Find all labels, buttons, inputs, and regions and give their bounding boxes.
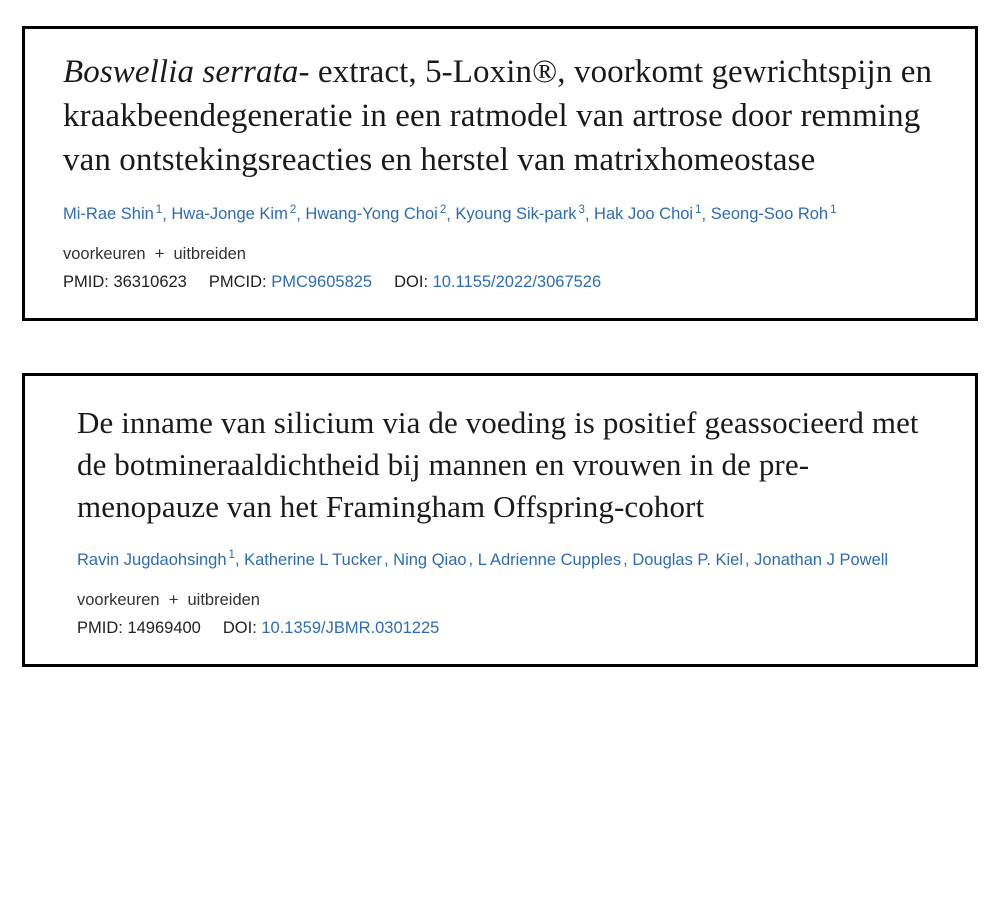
author-affiliation-marker[interactable]: 1 <box>695 203 702 216</box>
doi-label: DOI: <box>222 618 257 637</box>
doi-segment <box>223 619 439 638</box>
author-name: Hwa-Jonge Kim <box>171 205 288 224</box>
author-name: Mi-Rae Shin <box>63 205 154 224</box>
identifiers-row <box>63 619 945 638</box>
author[interactable] <box>171 205 296 223</box>
article-title[interactable] <box>63 402 945 528</box>
author-name: Jonathan J Powell <box>754 550 889 569</box>
expand-button[interactable]: uitbreiden <box>187 590 260 609</box>
plus-icon[interactable]: + <box>168 589 179 609</box>
author-affiliation-marker[interactable]: 2 <box>439 203 447 216</box>
author-affiliation-marker[interactable]: 1 <box>830 203 837 216</box>
author-affiliation-marker[interactable]: 1 <box>155 203 163 216</box>
author-name: Ning Qiao <box>393 550 467 569</box>
pmid-label: PMID: <box>77 618 123 637</box>
pmcid-segment <box>209 273 372 292</box>
doi-label: DOI: <box>394 272 429 291</box>
author-name: L Adrienne Cupples <box>477 550 622 569</box>
article-title-rest: De inname van silicium via de voeding is positief geassocieerd met de botmineraaldichtheid bij mannen en vrouwen in de pre-menopauze van het Framingham Offspring-cohort <box>77 404 919 525</box>
preferences-label[interactable]: voorkeuren <box>77 590 160 609</box>
author[interactable] <box>244 551 384 569</box>
preferences-row <box>63 244 945 264</box>
author-affiliation-marker[interactable]: 1 <box>228 549 235 562</box>
author-separator: , <box>162 205 172 224</box>
article-card[interactable] <box>22 373 978 667</box>
author-separator: , <box>384 550 394 569</box>
doi-link[interactable]: 10.1155/2022/3067526 <box>432 272 602 291</box>
author-affiliation-marker[interactable]: 3 <box>578 203 585 216</box>
author-separator: , <box>468 550 478 569</box>
doi-link[interactable]: 10.1359/JBMR.0301225 <box>261 618 440 637</box>
author-list <box>63 546 945 573</box>
preferences-label[interactable]: voorkeuren <box>63 244 146 263</box>
author-name: Seong-Soo Roh <box>710 205 829 224</box>
author[interactable] <box>594 205 701 223</box>
author[interactable] <box>632 551 745 569</box>
article-title-italic: Boswellia serrata <box>63 54 299 90</box>
author-separator: , <box>234 550 245 569</box>
expand-button[interactable]: uitbreiden <box>173 244 246 263</box>
author[interactable] <box>305 205 446 223</box>
doi-segment <box>394 273 601 292</box>
author[interactable] <box>754 551 890 569</box>
author[interactable] <box>478 551 623 569</box>
author-separator: , <box>701 205 711 224</box>
author-name: Katherine L Tucker <box>244 550 382 569</box>
author-separator: , <box>623 550 633 569</box>
plus-icon[interactable]: + <box>154 243 165 263</box>
author-affiliation-marker[interactable]: 2 <box>289 203 297 216</box>
article-title[interactable] <box>63 51 945 183</box>
article-title-rest: - extract, 5-Loxin®, voorkomt gewrichtspijn en kraakbeendegeneratie in een ratmodel van artrose door remming van ontstekingsreacties en herstel van matrixhomeostase <box>63 54 933 178</box>
author[interactable] <box>455 205 584 223</box>
pmcid-link[interactable]: PMC9605825 <box>271 272 373 291</box>
article-card[interactable] <box>22 26 978 321</box>
pmid-value: 14969400 <box>127 618 201 637</box>
preferences-row <box>63 590 945 610</box>
author-separator: , <box>745 550 755 569</box>
author-separator: , <box>296 205 306 224</box>
author-separator: , <box>584 205 595 224</box>
identifiers-row <box>63 273 945 292</box>
author-name: Douglas P. Kiel <box>632 550 743 569</box>
author-separator: , <box>446 205 456 224</box>
author-name: Ravin Jugdaohsingh <box>77 550 227 569</box>
author-list <box>63 201 945 228</box>
author-name: Kyoung Sik-park <box>455 205 577 224</box>
pmid-label: PMID: <box>63 272 109 291</box>
pmid-value: 36310623 <box>113 272 187 291</box>
author-name: Hak Joo Choi <box>594 205 694 224</box>
author-name: Hwang-Yong Choi <box>305 205 438 224</box>
author[interactable] <box>63 205 162 223</box>
pmid-segment <box>63 273 187 292</box>
author[interactable] <box>393 551 468 569</box>
pmid-segment <box>77 619 201 638</box>
author[interactable] <box>77 551 235 569</box>
pmcid-label: PMCID: <box>208 272 267 291</box>
author[interactable] <box>711 205 837 223</box>
